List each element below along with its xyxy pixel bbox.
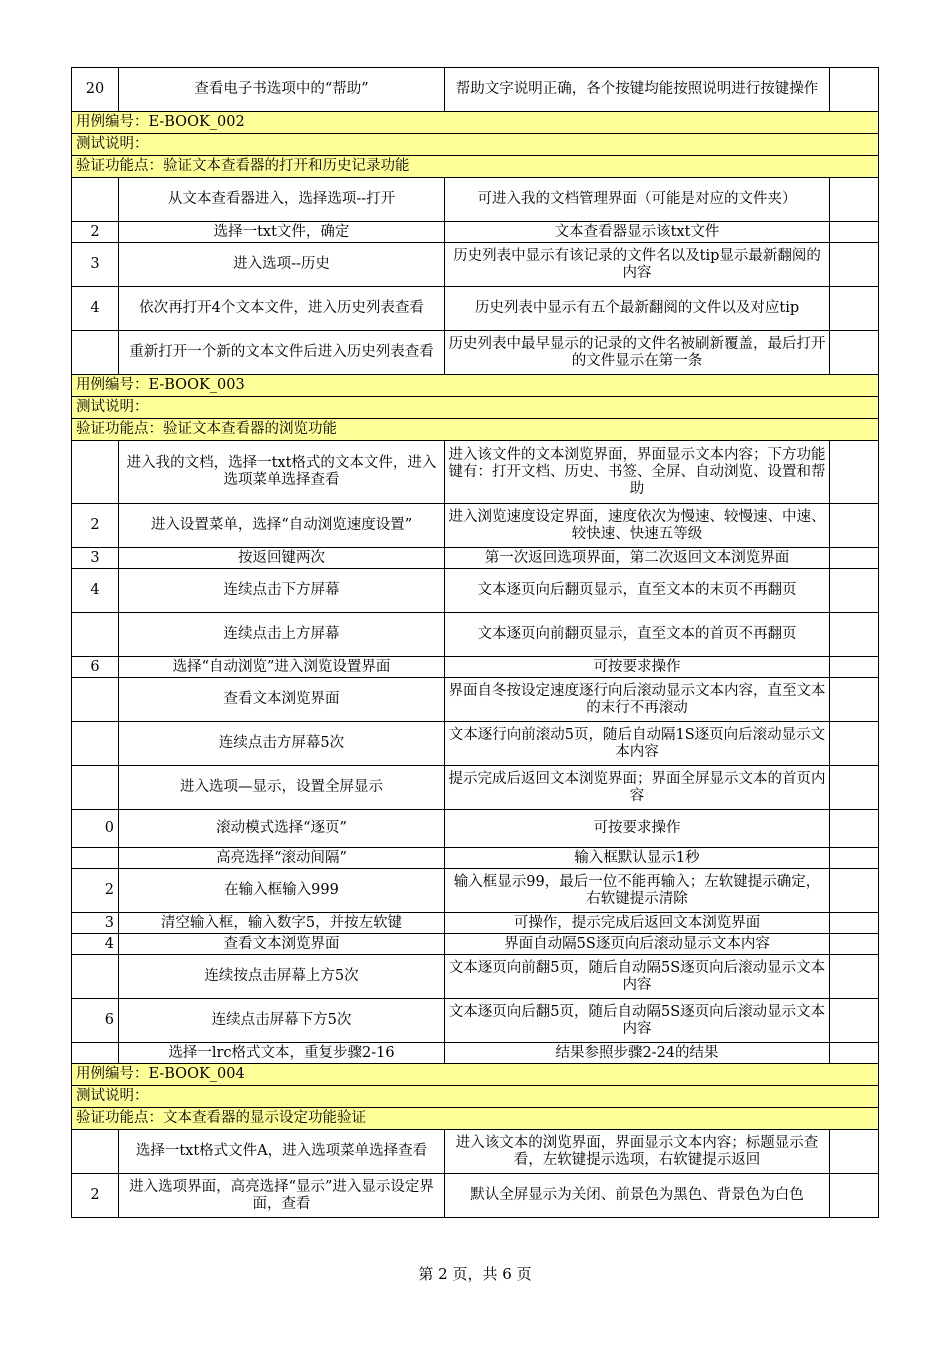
step-number-cell xyxy=(72,955,119,999)
result-empty-cell xyxy=(830,934,879,955)
table-row xyxy=(72,504,879,548)
section-header-row xyxy=(72,1064,879,1086)
step-action-cell: 进入选项—显示，设置全屏显示 xyxy=(119,766,445,810)
result-empty-cell xyxy=(830,999,879,1043)
table-row xyxy=(72,68,879,112)
table-row xyxy=(72,678,879,722)
step-number-cell: 3 xyxy=(72,913,119,934)
step-action-cell: 按返回键两次 xyxy=(119,548,445,569)
result-empty-cell xyxy=(830,222,879,243)
step-number-cell xyxy=(72,441,119,504)
step-action-cell: 在输入框输入999 xyxy=(119,869,445,913)
section-header-row xyxy=(72,419,879,441)
step-number-cell xyxy=(72,1130,119,1174)
table-row xyxy=(72,441,879,504)
step-action-cell: 清空输入框，输入数字5，并按左软键 xyxy=(119,913,445,934)
step-action-cell: 进入我的文档，选择一txt格式的文本文件，进入选项菜单选择查看 xyxy=(119,441,445,504)
step-number-cell: 2 xyxy=(72,869,119,913)
step-number-cell: 20 xyxy=(72,68,119,112)
table-row xyxy=(72,1174,879,1218)
section-header-text: 验证功能点：文本查看器的显示设定功能验证 xyxy=(72,1108,879,1130)
section-header-row xyxy=(72,112,879,134)
expected-result-cell: 界面自冬按设定速度逐行向后滚动显示文本内容，直至文本的末行不再滚动 xyxy=(445,678,830,722)
result-empty-cell xyxy=(830,657,879,678)
section-header-row xyxy=(72,397,879,419)
expected-result-cell: 文本逐页向前翻页显示，直至文本的首页不再翻页 xyxy=(445,613,830,657)
result-empty-cell xyxy=(830,722,879,766)
section-header-text: 验证功能点：验证文本查看器的打开和历史记录功能 xyxy=(72,156,879,178)
section-header-row xyxy=(72,1108,879,1130)
section-header-row xyxy=(72,134,879,156)
step-number-cell: 4 xyxy=(72,569,119,613)
expected-result-cell: 界面自动隔5S逐页向后滚动显示文本内容 xyxy=(445,934,830,955)
section-header-text: 验证功能点：验证文本查看器的浏览功能 xyxy=(72,419,879,441)
step-number-cell: 2 xyxy=(72,504,119,548)
step-number-cell: 6 xyxy=(72,657,119,678)
step-action-cell: 依次再打开4个文本文件，进入历史列表查看 xyxy=(119,287,445,331)
expected-result-cell: 可按要求操作 xyxy=(445,657,830,678)
table-row xyxy=(72,178,879,222)
section-header-text: 用例编号：E-BOOK_002 xyxy=(72,112,879,134)
result-empty-cell xyxy=(830,955,879,999)
test-case-table xyxy=(71,67,879,1218)
table-row xyxy=(72,934,879,955)
step-action-cell: 选择“自动浏览”进入浏览设置界面 xyxy=(119,657,445,678)
step-action-cell: 进入选项界面，高亮选择“显示”进入显示设定界面，查看 xyxy=(119,1174,445,1218)
table-row xyxy=(72,955,879,999)
result-empty-cell xyxy=(830,810,879,848)
result-empty-cell xyxy=(830,678,879,722)
table-row xyxy=(72,243,879,287)
result-empty-cell xyxy=(830,548,879,569)
table-row xyxy=(72,869,879,913)
section-header-text: 测试说明： xyxy=(72,1086,879,1108)
step-number-cell xyxy=(72,848,119,869)
table-row xyxy=(72,331,879,375)
step-action-cell: 查看电子书选项中的“帮助” xyxy=(119,68,445,112)
table-row xyxy=(72,810,879,848)
result-empty-cell xyxy=(830,766,879,810)
table-row xyxy=(72,848,879,869)
result-empty-cell xyxy=(830,1174,879,1218)
table-row xyxy=(72,766,879,810)
step-number-cell: 0 xyxy=(72,810,119,848)
step-action-cell: 连续点击屏幕下方5次 xyxy=(119,999,445,1043)
expected-result-cell: 文本逐行向前滚动5页，随后自动隔1S逐页向后滚动显示文本内容 xyxy=(445,722,830,766)
table-row xyxy=(72,657,879,678)
expected-result-cell: 历史列表中显示有五个最新翻阅的文件以及对应tip xyxy=(445,287,830,331)
step-number-cell xyxy=(72,678,119,722)
step-action-cell: 连续点击方屏幕5次 xyxy=(119,722,445,766)
step-number-cell: 3 xyxy=(72,243,119,287)
table-row xyxy=(72,913,879,934)
expected-result-cell: 默认全屏显示为关闭、前景色为黑色、背景色为白色 xyxy=(445,1174,830,1218)
step-action-cell: 进入选项--历史 xyxy=(119,243,445,287)
step-number-cell xyxy=(72,766,119,810)
expected-result-cell: 历史列表中最早显示的记录的文件名被刷新覆盖，最后打开的文件显示在第一条 xyxy=(445,331,830,375)
step-number-cell xyxy=(72,1043,119,1064)
page-footer: 第 2 页，共 6 页 xyxy=(418,1265,532,1283)
expected-result-cell: 进入浏览速度设定界面，速度依次为慢速、较慢速、中速、较快速、快速五等级 xyxy=(445,504,830,548)
expected-result-cell: 文本查看器显示该txt文件 xyxy=(445,222,830,243)
step-number-cell: 4 xyxy=(72,934,119,955)
expected-result-cell: 可按要求操作 xyxy=(445,810,830,848)
step-number-cell xyxy=(72,613,119,657)
result-empty-cell xyxy=(830,441,879,504)
step-number-cell: 2 xyxy=(72,1174,119,1218)
table-row xyxy=(72,1130,879,1174)
table-row xyxy=(72,569,879,613)
step-action-cell: 连续点击上方屏幕 xyxy=(119,613,445,657)
section-header-text: 测试说明： xyxy=(72,134,879,156)
step-action-cell: 查看文本浏览界面 xyxy=(119,678,445,722)
expected-result-cell: 进入该文件的文本浏览界面，界面显示文本内容；下方功能键有：打开文档、历史、书签、全屏、自动浏览、设置和帮助 xyxy=(445,441,830,504)
section-header-row xyxy=(72,375,879,397)
section-header-row xyxy=(72,156,879,178)
table-row xyxy=(72,722,879,766)
step-number-cell xyxy=(72,722,119,766)
step-number-cell: 2 xyxy=(72,222,119,243)
result-empty-cell xyxy=(830,848,879,869)
expected-result-cell: 历史列表中显示有该记录的文件名以及tip显示最新翻阅的内容 xyxy=(445,243,830,287)
expected-result-cell: 文本逐页向后翻5页，随后自动隔5S逐页向后滚动显示文本内容 xyxy=(445,999,830,1043)
step-action-cell: 滚动模式选择“逐页” xyxy=(119,810,445,848)
step-action-cell: 连续按点击屏幕上方5次 xyxy=(119,955,445,999)
result-empty-cell xyxy=(830,287,879,331)
table-row xyxy=(72,613,879,657)
step-action-cell: 选择一txt格式文件A，进入选项菜单选择查看 xyxy=(119,1130,445,1174)
result-empty-cell xyxy=(830,613,879,657)
expected-result-cell: 文本逐页向前翻5页，随后自动隔5S逐页向后滚动显示文本内容 xyxy=(445,955,830,999)
step-action-cell: 连续点击下方屏幕 xyxy=(119,569,445,613)
expected-result-cell: 提示完成后返回文本浏览界面；界面全屏显示文本的首页内容 xyxy=(445,766,830,810)
expected-result-cell: 文本逐页向后翻页显示，直至文本的末页不再翻页 xyxy=(445,569,830,613)
result-empty-cell xyxy=(830,569,879,613)
table-row xyxy=(72,999,879,1043)
step-action-cell: 选择一txt文件，确定 xyxy=(119,222,445,243)
expected-result-cell: 进入该文本的浏览界面，界面显示文本内容；标题显示查看，左软键提示选项，右软键提示返回 xyxy=(445,1130,830,1174)
section-header-text: 用例编号：E-BOOK_003 xyxy=(72,375,879,397)
expected-result-cell: 第一次返回选项界面，第二次返回文本浏览界面 xyxy=(445,548,830,569)
step-action-cell: 查看文本浏览界面 xyxy=(119,934,445,955)
step-action-cell: 重新打开一个新的文本文件后进入历史列表查看 xyxy=(119,331,445,375)
result-empty-cell xyxy=(830,178,879,222)
expected-result-cell: 输入框默认显示1秒 xyxy=(445,848,830,869)
result-empty-cell xyxy=(830,913,879,934)
section-header-row xyxy=(72,1086,879,1108)
section-header-text: 用例编号：E-BOOK_004 xyxy=(72,1064,879,1086)
step-number-cell xyxy=(72,178,119,222)
table-row xyxy=(72,222,879,243)
expected-result-cell: 可进入我的文档管理界面（可能是对应的文件夹） xyxy=(445,178,830,222)
result-empty-cell xyxy=(830,1043,879,1064)
step-number-cell xyxy=(72,331,119,375)
result-empty-cell xyxy=(830,504,879,548)
section-header-text: 测试说明： xyxy=(72,397,879,419)
expected-result-cell: 输入框显示99，最后一位不能再输入；左软键提示确定，右软键提示清除 xyxy=(445,869,830,913)
step-action-cell: 高亮选择“滚动间隔” xyxy=(119,848,445,869)
result-empty-cell xyxy=(830,68,879,112)
step-action-cell: 进入设置菜单，选择“自动浏览速度设置” xyxy=(119,504,445,548)
step-number-cell: 4 xyxy=(72,287,119,331)
result-empty-cell xyxy=(830,1130,879,1174)
step-number-cell: 3 xyxy=(72,548,119,569)
expected-result-cell: 结果参照步骤2-24的结果 xyxy=(445,1043,830,1064)
table-row xyxy=(72,287,879,331)
step-action-cell: 选择一lrc格式文本，重复步骤2-16 xyxy=(119,1043,445,1064)
table-row xyxy=(72,548,879,569)
step-number-cell: 6 xyxy=(72,999,119,1043)
result-empty-cell xyxy=(830,243,879,287)
result-empty-cell xyxy=(830,869,879,913)
expected-result-cell: 可操作，提示完成后返回文本浏览界面 xyxy=(445,913,830,934)
step-action-cell: 从文本查看器进入，选择选项--打开 xyxy=(119,178,445,222)
table-row xyxy=(72,1043,879,1064)
result-empty-cell xyxy=(830,331,879,375)
expected-result-cell: 帮助文字说明正确，各个按键均能按照说明进行按键操作 xyxy=(445,68,830,112)
